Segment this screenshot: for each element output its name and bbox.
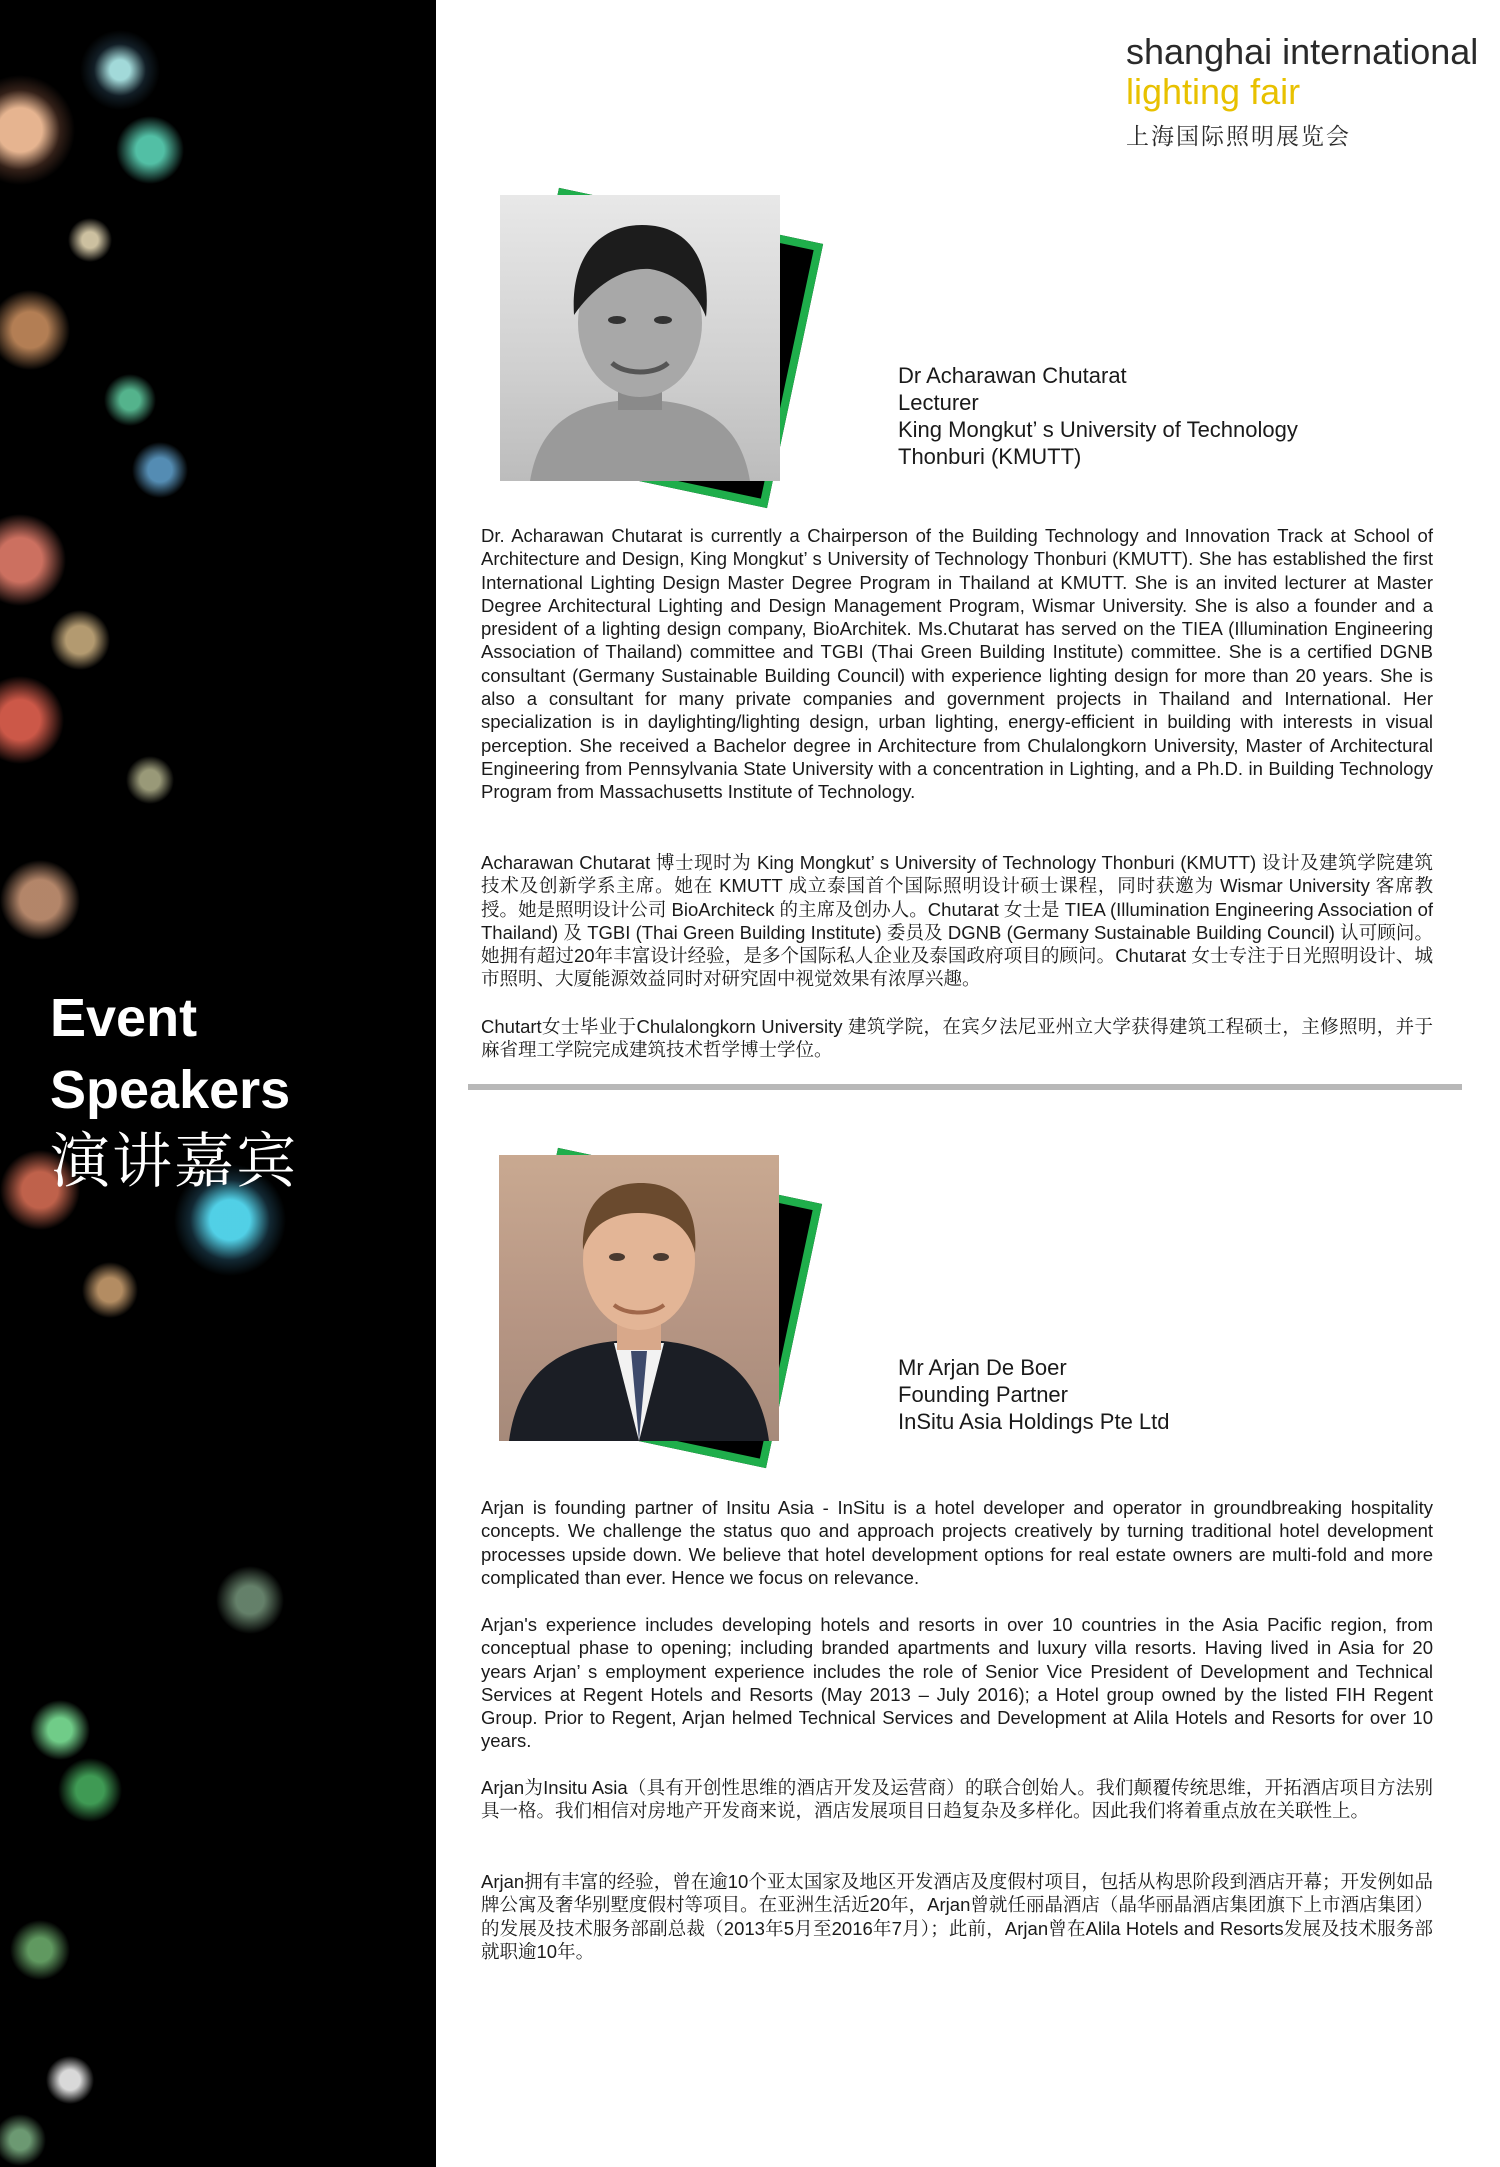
speaker-1-org-line1: King Mongkut’ s University of Technology [898, 417, 1298, 442]
fair-logo [1126, 32, 1486, 151]
panel-title [50, 982, 410, 1198]
panel-title-chinese: 演讲嘉宾 [50, 1128, 298, 1195]
speaker-2-bio-en-1: Arjan is founding partner of Insitu Asia - InSitu is a hotel developer and operator in groundbreaking hospitality concepts. We challenge the status quo and approach projects creatively by turning traditional hotel development processes upside down. We believe that hotel development options for real estate owners are multi-fold and more complicated than ever. Hence we focus on relevance. [481, 1497, 1433, 1588]
speaker-2-name: Mr Arjan De Boer [898, 1355, 1067, 1380]
speaker-1-role: Lecturer [898, 390, 979, 415]
speaker-1-bio-cn-2: Chutart女士毕业于Chulalongkorn University 建筑学院，在宾夕法尼亚州立大学获得建筑工程硕士，主修照明，并于麻省理工学院完成建筑技术哲学博士学位。 [481, 1016, 1433, 1061]
logo-line-lighting-fair: lighting fair [1126, 71, 1301, 112]
speaker-2-info [898, 1354, 1170, 1435]
speaker-2-photo-frame [499, 1155, 819, 1475]
speaker-1-name: Dr Acharawan Chutarat [898, 363, 1127, 388]
speaker-2-bio-en-2: Arjan's experience includes developing hotels and resorts in over 10 countries in the Asia Pacific region, from conceptual phase to opening; including branded apartments and luxury villa resorts. Having lived in Asia for 20 years Arjan’ s employment experience includes the role of Senior Vice President of Development and Technical Services at Regent Hotels and Resorts (May 2013 – July 2016); a Hotel group owned by the listed FIH Regent Group. Prior to Regent, Arjan helmed Technical Services and Development at Alila Hotels and Resorts for over 10 years. [481, 1614, 1433, 1752]
panel-title-event: Event [50, 988, 198, 1048]
panel-title-speakers: Speakers [50, 1060, 291, 1120]
speaker-2-bio-cn-1: Arjan为Insitu Asia（具有开创性思维的酒店开发及运营商）的联合创始人。我们颠覆传统思维，开拓酒店项目方法别具一格。我们相信对房地产开发商来说，酒店发展项目日趋复杂及多样化。因此我们将着重点放在关联性上。 [481, 1777, 1433, 1822]
speaker-1-photo-frame [500, 195, 820, 515]
speaker-1-info [898, 362, 1298, 470]
speaker-1-bio-en: Dr. Acharawan Chutarat is currently a Chairperson of the Building Technology and Innovation Track at School of Architecture and Design, King Mongkut’ s University of Technology Thonburi (KMUTT). She has established the first International Lighting Design Master Degree Program in Thailand at KMUTT. She is an invited lecturer at Master Degree Architectural Lighting and Design Management Program, Wismar University. She is also a founder and a president of a lighting design company, BioArchitek. Ms.Chutarat has served on the TIEA (Illumination Engineering Association of Thailand) committee and TGBI (Thai Green Building Institute) committee. She is a certified DGNB consultant (Germany Sustainable Building Council) with experience lighting design for more than 20 years. She is also a consultant for many private companies and government projects in Thailand and International. Her specialization is in daylighting/lighting design, urban lighting, energy-efficient in building with interests in visual perception. She received a Bachelor degree in Architecture from Chulalongkorn University, Master of Architectural Engineering from Pennsylvania State University with a concentration in Lighting, and a Ph.D. in Building Technology Program from Massachusetts Institute of Technology. [481, 525, 1433, 803]
speaker-2-role: Founding Partner [898, 1382, 1068, 1407]
speaker-1-portrait [500, 195, 780, 481]
speaker-1-bio-cn-1: Acharawan Chutarat 博士现时为 King Mongkut’ s University of Technology Thonburi (KMUTT) 设计及建筑学院建筑技术及创新学系主席。她在 KMUTT 成立泰国首个国际照明设计硕士课程，同时获邀为 Wismar University 客席教授。她是照明设计公司 BioArchiteck 的主席及创办人。Chutarat 女士是 TIEA (Illumination Engineering Association of Thailand) 及 TGBI (Thai Green Building Institute) 委员及 DGNB (Germany Sustainable Building Council) 认可顾问。她拥有超过20年丰富设计经验，是多个国际私人企业及泰国政府项目的顾问。Chutarat 女士专注于日光照明设计、城市照明、大厦能源效益同时对研究固中视觉效果有浓厚兴趣。 [481, 852, 1433, 990]
decorative-bokeh-panel [0, 0, 436, 2167]
logo-line-shanghai: shanghai international [1126, 31, 1479, 72]
logo-line-chinese: 上海国际照明展览会 [1126, 123, 1351, 149]
speaker-2-bio-cn-2: Arjan拥有丰富的经验，曾在逾10个亚太国家及地区开发酒店及度假村项目，包括从构思阶段到酒店开幕；开发例如品牌公寓及奢华别墅度假村等项目。在亚洲生活近20年，Arjan曾就任丽晶酒店（晶华丽晶酒店集团旗下上市酒店集团）的发展及技术服务部副总裁（2013年5月至2016年7月）；此前，Arjan曾在Alila Hotels and Resorts发展及技术服务部就职逾10年。 [481, 1871, 1433, 1962]
speaker-1-org-line2: Thonburi (KMUTT) [898, 444, 1082, 469]
section-divider [468, 1084, 1462, 1090]
portrait-woman-icon [500, 195, 780, 481]
speaker-2-org-line1: InSitu Asia Holdings Pte Ltd [898, 1409, 1170, 1434]
portrait-man-icon [499, 1155, 779, 1441]
speaker-2-portrait [499, 1155, 779, 1441]
